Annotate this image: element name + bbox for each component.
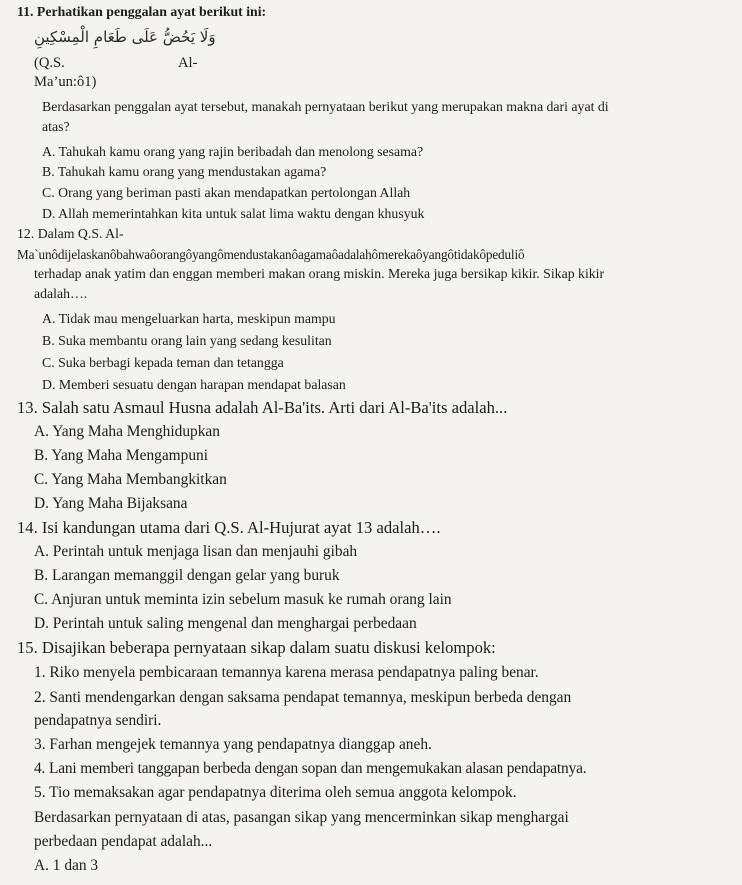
q13-option-c: C. Yang Maha Membangkitkan bbox=[34, 471, 227, 488]
q13-option-b: B. Yang Maha Mengampuni bbox=[34, 447, 208, 464]
q14-option-a: A. Perintah untuk menjaga lisan dan menjauhi gibah bbox=[34, 543, 358, 560]
q14-option-c: C. Anjuran untuk meminta izin sebelum masuk ke rumah orang lain bbox=[34, 591, 452, 608]
q11-stem: 11. Perhatikan penggalan ayat berikut ini: bbox=[17, 4, 267, 19]
q11-option-c: C. Orang yang beriman pasti akan mendapatkan pertolongan Allah bbox=[42, 185, 411, 200]
q11-ref-part2: Al- bbox=[178, 55, 198, 71]
q15-option-a: A. 1 dan 3 bbox=[34, 857, 99, 874]
q11-option-d: D. Allah memerintahkan kita untuk salat lima waktu dengan khusyuk bbox=[42, 206, 425, 221]
q14-option-d: D. Perintah untuk saling mengenal dan menghargai perbedaan bbox=[34, 615, 417, 632]
q11-arabic-verse: وَلَا يَحُضُّ عَلَى طَعَامِ الْمِسْكِينِ bbox=[34, 28, 216, 46]
q12-option-b: B. Suka membantu orang lain yang sedang kesulitan bbox=[42, 333, 332, 348]
q15-statement-2: 2. Santi mendengarkan dengan saksama pendapat temannya, meskipun berbeda dengan bbox=[34, 689, 572, 706]
q11-ref-part3: Ma’un:ô1) bbox=[34, 74, 97, 90]
q15-statement-1: 1. Riko menyela pembicaraan temannya karena merasa pendapatnya paling benar. bbox=[34, 664, 539, 681]
q15-statement-3: 3. Farhan mengejek temannya yang pendapatnya dianggap aneh. bbox=[34, 736, 432, 753]
q13-option-d: D. Yang Maha Bijaksana bbox=[34, 495, 188, 512]
q11-option-a: A. Tahukah kamu orang yang rajin beribadah dan menolong sesama? bbox=[42, 144, 424, 159]
q13-option-a: A. Yang Maha Menghidupkan bbox=[34, 423, 220, 440]
q12-option-c: C. Suka berbagi kepada teman dan tetangga bbox=[42, 355, 284, 370]
q11-question-line1: Berdasarkan penggalan ayat tersebut, manakah pernyataan berikut yang merupakan makna dari ayat di bbox=[42, 99, 609, 114]
q12-line3: terhadap anak yatim dan enggan memberi makan orang miskin. Mereka juga bersikap kikir. Sikap kikir bbox=[34, 266, 605, 281]
q15-stem: 15. Disajikan beberapa pernyataan sikap dalam suatu diskusi kelompok: bbox=[17, 638, 496, 657]
q12-line4: adalah…. bbox=[34, 286, 88, 301]
q14-option-b: B. Larangan memanggil dengan gelar yang buruk bbox=[34, 567, 340, 584]
q13-stem: 13. Salah satu Asmaul Husna adalah Al-Ba'its. Arti dari Al-Ba'its adalah... bbox=[17, 398, 508, 417]
q12-line2: Ma`unôdijelaskanôbahwaôorangôyangômendustakanôagamaôadalahômerekaôyangôtidakôpeduliô bbox=[17, 247, 525, 262]
q15-question-line2: perbedaan pendapat adalah... bbox=[34, 833, 213, 850]
q11-option-b: B. Tahukah kamu orang yang mendustakan agama? bbox=[42, 164, 327, 179]
q15-statement-5: 5. Tio memaksakan agar pendapatnya diterima oleh semua anggota kelompok. bbox=[34, 784, 517, 801]
q12-stem: 12. Dalam Q.S. Al- bbox=[17, 226, 124, 241]
q12-option-a: A. Tidak mau mengeluarkan harta, meskipun mampu bbox=[42, 311, 336, 326]
q11-question-line2: atas? bbox=[42, 119, 70, 134]
q15-statement-4: 4. Lani memberi tanggapan berbeda dengan sopan dan mengemukakan alasan pendapatnya. bbox=[34, 760, 587, 777]
q12-option-d: D. Memberi sesuatu dengan harapan mendapat balasan bbox=[42, 377, 346, 392]
q11-ref-part1: (Q.S. bbox=[34, 55, 65, 71]
q15-question-line1: Berdasarkan pernyataan di atas, pasangan sikap yang mencerminkan sikap menghargai bbox=[34, 809, 569, 826]
q14-stem: 14. Isi kandungan utama dari Q.S. Al-Hujurat ayat 13 adalah…. bbox=[17, 518, 441, 537]
q15-statement-2-cont: pendapatnya sendiri. bbox=[34, 712, 162, 729]
